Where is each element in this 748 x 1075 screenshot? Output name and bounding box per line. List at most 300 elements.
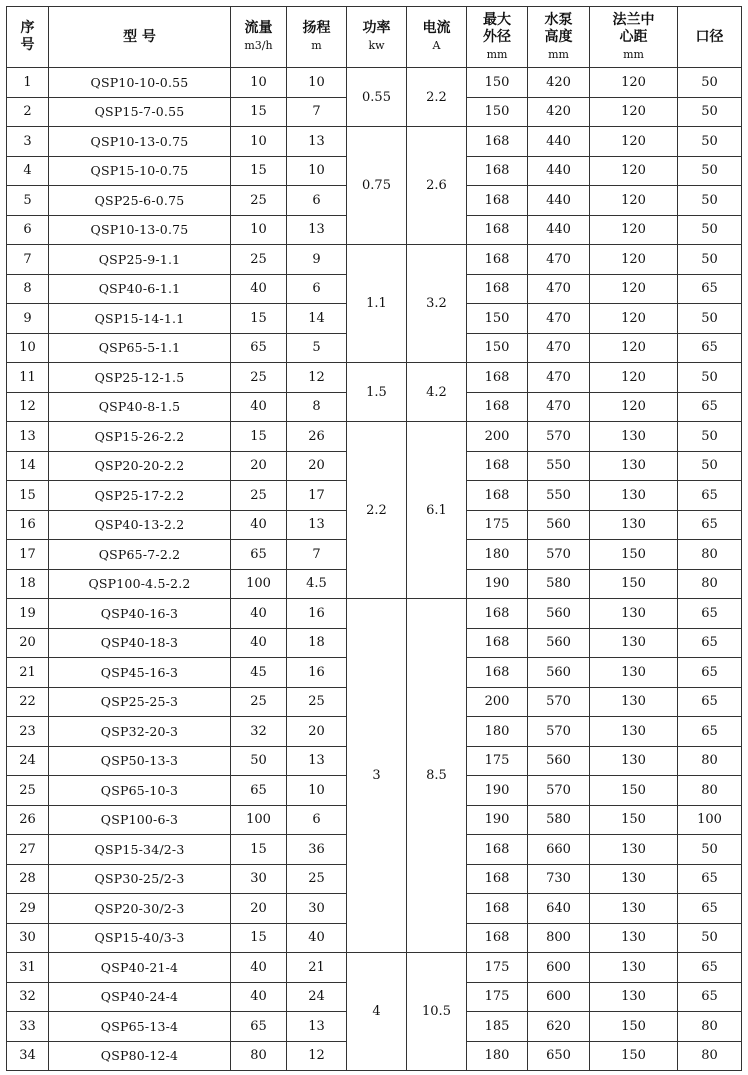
- header-head-unit: m: [311, 39, 322, 52]
- cell-height: 420: [528, 97, 590, 127]
- header-flow-label: 流量: [244, 20, 273, 36]
- cell-no: 23: [7, 717, 49, 747]
- cell-head: 6: [287, 274, 347, 304]
- cell-caliber: 65: [678, 481, 742, 511]
- cell-diameter: 168: [467, 274, 528, 304]
- cell-power: 3: [347, 599, 407, 953]
- cell-flange: 120: [590, 127, 678, 157]
- header-height: [528, 7, 590, 68]
- cell-head: 30: [287, 894, 347, 924]
- cell-head: 8: [287, 392, 347, 422]
- cell-caliber: 50: [678, 156, 742, 186]
- table-row: [7, 422, 742, 452]
- cell-no: 11: [7, 363, 49, 393]
- cell-no: 31: [7, 953, 49, 983]
- cell-flange: 150: [590, 540, 678, 570]
- cell-flow: 15: [231, 835, 287, 865]
- cell-caliber: 50: [678, 835, 742, 865]
- cell-no: 22: [7, 687, 49, 717]
- cell-no: 10: [7, 333, 49, 363]
- cell-model: QSP25-9-1.1: [49, 245, 231, 275]
- cell-height: 580: [528, 569, 590, 599]
- cell-flow: 15: [231, 422, 287, 452]
- cell-caliber: 100: [678, 805, 742, 835]
- cell-model: QSP15-34/2-3: [49, 835, 231, 865]
- cell-caliber: 65: [678, 628, 742, 658]
- cell-flange: 120: [590, 392, 678, 422]
- cell-caliber: 65: [678, 274, 742, 304]
- cell-flange: 130: [590, 628, 678, 658]
- cell-height: 440: [528, 186, 590, 216]
- cell-caliber: 80: [678, 1041, 742, 1071]
- cell-height: 550: [528, 481, 590, 511]
- cell-height: 470: [528, 363, 590, 393]
- cell-flow: 25: [231, 245, 287, 275]
- cell-diameter: 180: [467, 717, 528, 747]
- cell-head: 20: [287, 451, 347, 481]
- cell-model: QSP10-13-0.75: [49, 127, 231, 157]
- cell-flow: 25: [231, 687, 287, 717]
- cell-model: QSP40-21-4: [49, 953, 231, 983]
- cell-diameter: 180: [467, 1041, 528, 1071]
- cell-model: QSP15-14-1.1: [49, 304, 231, 334]
- cell-diameter: 168: [467, 481, 528, 511]
- header-head-label: 扬程: [302, 20, 331, 36]
- cell-no: 29: [7, 894, 49, 924]
- cell-caliber: 50: [678, 127, 742, 157]
- cell-head: 4.5: [287, 569, 347, 599]
- cell-height: 560: [528, 746, 590, 776]
- cell-diameter: 150: [467, 333, 528, 363]
- header-diameter-label: 最大外径: [483, 11, 511, 45]
- cell-flow: 65: [231, 540, 287, 570]
- cell-head: 13: [287, 746, 347, 776]
- cell-flow: 10: [231, 68, 287, 98]
- cell-diameter: 168: [467, 186, 528, 216]
- cell-height: 440: [528, 127, 590, 157]
- cell-flow: 40: [231, 392, 287, 422]
- cell-no: 7: [7, 245, 49, 275]
- header-flange-unit: mm: [623, 47, 644, 61]
- cell-flange: 120: [590, 215, 678, 245]
- cell-diameter: 185: [467, 1012, 528, 1042]
- cell-head: 7: [287, 97, 347, 127]
- cell-head: 26: [287, 422, 347, 452]
- cell-height: 470: [528, 245, 590, 275]
- cell-model: QSP50-13-3: [49, 746, 231, 776]
- cell-model: QSP25-12-1.5: [49, 363, 231, 393]
- cell-no: 25: [7, 776, 49, 806]
- cell-model: QSP40-6-1.1: [49, 274, 231, 304]
- cell-height: 600: [528, 982, 590, 1012]
- cell-flange: 130: [590, 451, 678, 481]
- cell-caliber: 80: [678, 776, 742, 806]
- cell-head: 7: [287, 540, 347, 570]
- header-power: [347, 7, 407, 68]
- cell-flange: 130: [590, 982, 678, 1012]
- cell-caliber: 65: [678, 864, 742, 894]
- cell-current: 6.1: [407, 422, 467, 599]
- cell-height: 570: [528, 717, 590, 747]
- cell-flange: 130: [590, 481, 678, 511]
- cell-head: 10: [287, 156, 347, 186]
- cell-diameter: 168: [467, 894, 528, 924]
- cell-caliber: 50: [678, 97, 742, 127]
- cell-flow: 65: [231, 333, 287, 363]
- cell-diameter: 168: [467, 363, 528, 393]
- cell-flange: 120: [590, 333, 678, 363]
- cell-diameter: 150: [467, 68, 528, 98]
- cell-diameter: 168: [467, 392, 528, 422]
- cell-height: 550: [528, 451, 590, 481]
- cell-diameter: 175: [467, 982, 528, 1012]
- cell-head: 17: [287, 481, 347, 511]
- cell-height: 420: [528, 68, 590, 98]
- header-flow: [231, 7, 287, 68]
- cell-head: 6: [287, 805, 347, 835]
- cell-current: 4.2: [407, 363, 467, 422]
- cell-diameter: 180: [467, 540, 528, 570]
- cell-height: 440: [528, 156, 590, 186]
- cell-flow: 20: [231, 894, 287, 924]
- table-body: [7, 68, 742, 1071]
- cell-model: QSP100-4.5-2.2: [49, 569, 231, 599]
- cell-flow: 40: [231, 274, 287, 304]
- cell-flow: 40: [231, 510, 287, 540]
- cell-no: 8: [7, 274, 49, 304]
- table-row: [7, 127, 742, 157]
- cell-diameter: 150: [467, 97, 528, 127]
- cell-model: QSP80-12-4: [49, 1041, 231, 1071]
- header-diameter: [467, 7, 528, 68]
- cell-flange: 150: [590, 1012, 678, 1042]
- cell-no: 4: [7, 156, 49, 186]
- cell-model: QSP65-10-3: [49, 776, 231, 806]
- cell-caliber: 50: [678, 245, 742, 275]
- cell-current: 2.6: [407, 127, 467, 245]
- cell-head: 13: [287, 215, 347, 245]
- cell-flange: 130: [590, 599, 678, 629]
- cell-no: 16: [7, 510, 49, 540]
- cell-no: 28: [7, 864, 49, 894]
- cell-power: 0.55: [347, 68, 407, 127]
- cell-no: 9: [7, 304, 49, 334]
- cell-caliber: 80: [678, 540, 742, 570]
- cell-height: 470: [528, 274, 590, 304]
- cell-head: 36: [287, 835, 347, 865]
- cell-model: QSP45-16-3: [49, 658, 231, 688]
- cell-diameter: 168: [467, 127, 528, 157]
- cell-height: 570: [528, 776, 590, 806]
- cell-caliber: 65: [678, 510, 742, 540]
- cell-model: QSP15-26-2.2: [49, 422, 231, 452]
- cell-flow: 15: [231, 97, 287, 127]
- cell-height: 560: [528, 628, 590, 658]
- cell-no: 1: [7, 68, 49, 98]
- header-power-unit: kw: [368, 39, 385, 52]
- cell-current: 8.5: [407, 599, 467, 953]
- cell-power: 2.2: [347, 422, 407, 599]
- cell-height: 600: [528, 953, 590, 983]
- header-seq: 序号: [7, 7, 49, 68]
- cell-power: 1.5: [347, 363, 407, 422]
- cell-no: 14: [7, 451, 49, 481]
- cell-power: 4: [347, 953, 407, 1071]
- cell-flow: 25: [231, 481, 287, 511]
- cell-caliber: 65: [678, 687, 742, 717]
- cell-no: 32: [7, 982, 49, 1012]
- cell-head: 18: [287, 628, 347, 658]
- cell-height: 470: [528, 304, 590, 334]
- cell-no: 30: [7, 923, 49, 953]
- cell-flange: 120: [590, 245, 678, 275]
- cell-flange: 120: [590, 186, 678, 216]
- cell-flow: 65: [231, 1012, 287, 1042]
- cell-flow: 15: [231, 156, 287, 186]
- cell-flow: 100: [231, 805, 287, 835]
- cell-flange: 150: [590, 805, 678, 835]
- header-row: [7, 7, 742, 68]
- cell-flange: 150: [590, 776, 678, 806]
- cell-head: 20: [287, 717, 347, 747]
- cell-no: 21: [7, 658, 49, 688]
- cell-model: QSP25-25-3: [49, 687, 231, 717]
- cell-no: 19: [7, 599, 49, 629]
- header-current: [407, 7, 467, 68]
- cell-flange: 130: [590, 746, 678, 776]
- cell-diameter: 168: [467, 658, 528, 688]
- cell-diameter: 200: [467, 422, 528, 452]
- cell-model: QSP65-5-1.1: [49, 333, 231, 363]
- cell-flow: 40: [231, 982, 287, 1012]
- cell-model: QSP65-7-2.2: [49, 540, 231, 570]
- cell-flow: 45: [231, 658, 287, 688]
- table-row: [7, 68, 742, 98]
- cell-caliber: 65: [678, 392, 742, 422]
- cell-diameter: 190: [467, 776, 528, 806]
- cell-height: 620: [528, 1012, 590, 1042]
- cell-flange: 130: [590, 894, 678, 924]
- cell-height: 560: [528, 510, 590, 540]
- cell-height: 570: [528, 687, 590, 717]
- cell-flow: 20: [231, 451, 287, 481]
- cell-flow: 40: [231, 953, 287, 983]
- cell-caliber: 65: [678, 599, 742, 629]
- cell-height: 570: [528, 422, 590, 452]
- cell-height: 560: [528, 599, 590, 629]
- cell-caliber: 50: [678, 451, 742, 481]
- cell-diameter: 168: [467, 864, 528, 894]
- cell-head: 10: [287, 776, 347, 806]
- cell-height: 580: [528, 805, 590, 835]
- table-row: [7, 599, 742, 629]
- header-height-unit: mm: [548, 47, 569, 61]
- cell-flow: 50: [231, 746, 287, 776]
- table-row: [7, 953, 742, 983]
- cell-head: 40: [287, 923, 347, 953]
- table-row: [7, 363, 742, 393]
- header-flange-label: 法兰中心距: [612, 11, 655, 45]
- cell-head: 12: [287, 1041, 347, 1071]
- cell-no: 26: [7, 805, 49, 835]
- cell-flange: 120: [590, 68, 678, 98]
- cell-height: 640: [528, 894, 590, 924]
- cell-height: 470: [528, 333, 590, 363]
- cell-flow: 40: [231, 628, 287, 658]
- cell-flow: 15: [231, 304, 287, 334]
- cell-no: 13: [7, 422, 49, 452]
- cell-caliber: 80: [678, 1012, 742, 1042]
- cell-head: 21: [287, 953, 347, 983]
- cell-model: QSP20-20-2.2: [49, 451, 231, 481]
- cell-caliber: 50: [678, 923, 742, 953]
- cell-flow: 25: [231, 186, 287, 216]
- cell-no: 3: [7, 127, 49, 157]
- cell-model: QSP15-7-0.55: [49, 97, 231, 127]
- cell-power: 1.1: [347, 245, 407, 363]
- cell-flange: 150: [590, 569, 678, 599]
- pump-spec-table: [6, 6, 742, 1071]
- cell-height: 560: [528, 658, 590, 688]
- cell-flange: 120: [590, 363, 678, 393]
- cell-current: 10.5: [407, 953, 467, 1071]
- cell-flow: 25: [231, 363, 287, 393]
- cell-flange: 150: [590, 1041, 678, 1071]
- cell-no: 18: [7, 569, 49, 599]
- cell-caliber: 50: [678, 422, 742, 452]
- cell-diameter: 168: [467, 835, 528, 865]
- cell-flange: 130: [590, 864, 678, 894]
- cell-no: 34: [7, 1041, 49, 1071]
- cell-height: 650: [528, 1041, 590, 1071]
- cell-model: QSP15-40/3-3: [49, 923, 231, 953]
- cell-flange: 120: [590, 274, 678, 304]
- cell-no: 33: [7, 1012, 49, 1042]
- cell-caliber: 65: [678, 953, 742, 983]
- cell-model: QSP65-13-4: [49, 1012, 231, 1042]
- cell-flange: 130: [590, 658, 678, 688]
- header-flange: [590, 7, 678, 68]
- cell-diameter: 168: [467, 245, 528, 275]
- cell-caliber: 50: [678, 68, 742, 98]
- cell-no: 17: [7, 540, 49, 570]
- cell-diameter: 168: [467, 215, 528, 245]
- cell-no: 24: [7, 746, 49, 776]
- cell-diameter: 168: [467, 628, 528, 658]
- cell-model: QSP25-6-0.75: [49, 186, 231, 216]
- cell-current: 3.2: [407, 245, 467, 363]
- cell-diameter: 168: [467, 923, 528, 953]
- cell-height: 470: [528, 392, 590, 422]
- cell-no: 27: [7, 835, 49, 865]
- cell-head: 13: [287, 127, 347, 157]
- cell-flow: 10: [231, 215, 287, 245]
- cell-flange: 120: [590, 156, 678, 186]
- cell-caliber: 50: [678, 215, 742, 245]
- cell-head: 10: [287, 68, 347, 98]
- header-flow-unit: m3/h: [244, 39, 273, 52]
- cell-height: 570: [528, 540, 590, 570]
- cell-caliber: 80: [678, 569, 742, 599]
- cell-height: 800: [528, 923, 590, 953]
- cell-caliber: 65: [678, 658, 742, 688]
- cell-flange: 120: [590, 304, 678, 334]
- cell-model: QSP40-18-3: [49, 628, 231, 658]
- cell-flange: 130: [590, 687, 678, 717]
- cell-model: QSP40-24-4: [49, 982, 231, 1012]
- cell-head: 25: [287, 687, 347, 717]
- cell-caliber: 80: [678, 746, 742, 776]
- cell-no: 5: [7, 186, 49, 216]
- cell-diameter: 190: [467, 805, 528, 835]
- cell-flange: 130: [590, 510, 678, 540]
- header-current-label: 电流: [422, 20, 451, 36]
- header-diameter-unit: mm: [486, 47, 508, 61]
- cell-head: 5: [287, 333, 347, 363]
- cell-model: QSP15-10-0.75: [49, 156, 231, 186]
- cell-height: 730: [528, 864, 590, 894]
- cell-no: 2: [7, 97, 49, 127]
- cell-head: 14: [287, 304, 347, 334]
- cell-height: 660: [528, 835, 590, 865]
- cell-flow: 32: [231, 717, 287, 747]
- cell-model: QSP30-25/2-3: [49, 864, 231, 894]
- cell-flow: 10: [231, 127, 287, 157]
- cell-diameter: 175: [467, 510, 528, 540]
- cell-head: 12: [287, 363, 347, 393]
- cell-flow: 65: [231, 776, 287, 806]
- cell-flange: 130: [590, 953, 678, 983]
- cell-flow: 15: [231, 923, 287, 953]
- cell-head: 13: [287, 1012, 347, 1042]
- cell-flow: 30: [231, 864, 287, 894]
- cell-model: QSP25-17-2.2: [49, 481, 231, 511]
- cell-no: 12: [7, 392, 49, 422]
- header-caliber: 口径: [678, 7, 742, 68]
- cell-flange: 130: [590, 717, 678, 747]
- cell-caliber: 50: [678, 304, 742, 334]
- cell-no: 6: [7, 215, 49, 245]
- cell-model: QSP32-20-3: [49, 717, 231, 747]
- cell-current: 2.2: [407, 68, 467, 127]
- cell-height: 440: [528, 215, 590, 245]
- cell-diameter: 175: [467, 746, 528, 776]
- cell-flow: 100: [231, 569, 287, 599]
- cell-no: 15: [7, 481, 49, 511]
- header-head: [287, 7, 347, 68]
- cell-model: QSP40-8-1.5: [49, 392, 231, 422]
- cell-caliber: 65: [678, 717, 742, 747]
- cell-caliber: 65: [678, 894, 742, 924]
- cell-diameter: 175: [467, 953, 528, 983]
- cell-flow: 80: [231, 1041, 287, 1071]
- header-height-label: 水泵高度: [544, 11, 573, 45]
- header-current-unit: A: [432, 39, 441, 52]
- table-row: [7, 245, 742, 275]
- header-model: 型 号: [49, 7, 231, 68]
- cell-flange: 120: [590, 97, 678, 127]
- cell-diameter: 168: [467, 451, 528, 481]
- cell-head: 16: [287, 599, 347, 629]
- cell-flange: 130: [590, 923, 678, 953]
- cell-diameter: 168: [467, 599, 528, 629]
- cell-caliber: 65: [678, 982, 742, 1012]
- header-power-label: 功率: [362, 20, 391, 36]
- cell-model: QSP10-13-0.75: [49, 215, 231, 245]
- cell-caliber: 50: [678, 363, 742, 393]
- cell-flange: 130: [590, 835, 678, 865]
- cell-model: QSP100-6-3: [49, 805, 231, 835]
